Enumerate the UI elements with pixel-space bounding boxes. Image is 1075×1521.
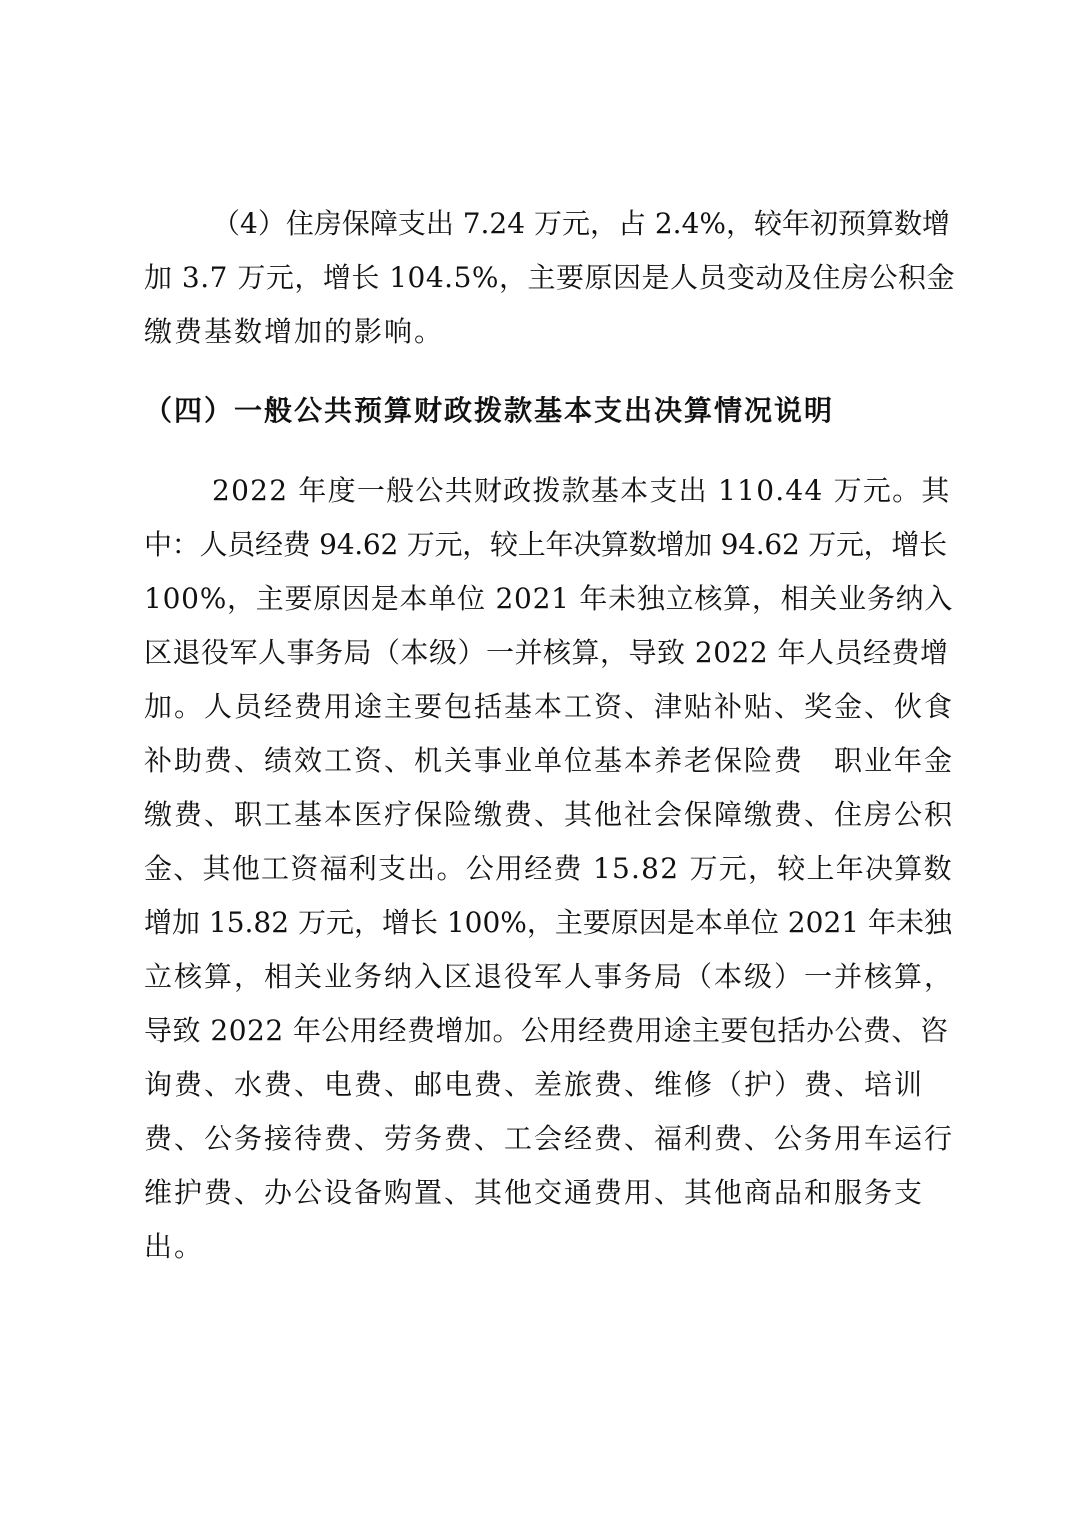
paragraph-line: 2022 年度一般公共财政拨款基本支出 110.44 万元。其 [212, 474, 951, 507]
paragraph-line: 中：人员经费 94.62 万元，较上年决算数增加 94.62 万元，增长 [144, 528, 947, 561]
paragraph-line: 维护费、办公设备购置、其他交通费用、其他商品和服务支 [144, 1176, 925, 1209]
paragraph-line: 立核算，相关业务纳入区退役军人事务局（本级）一并核算， [144, 960, 955, 993]
paragraph-line: 加 3.7 万元，增长 104.5%，主要原因是人员变动及住房公积金 [144, 261, 955, 294]
paragraph-line: （4）住房保障支出 7.24 万元，占 2.4%，较年初预算数增 [212, 207, 950, 240]
paragraph-line: 加。人员经费用途主要包括基本工资、津贴补贴、奖金、伙食 [144, 690, 955, 723]
paragraph-line: 金、其他工资福利支出。公用经费 15.82 万元，较上年决算数 [144, 852, 953, 885]
section-heading: （四）一般公共预算财政拨款基本支出决算情况说明 [144, 394, 835, 427]
paragraph-line: 出。 [144, 1230, 205, 1263]
paragraph-line: 区退役军人事务局（本级）一并核算，导致 2022 年人员经费增 [144, 636, 949, 669]
paragraph-line: 导致 2022 年公用经费增加。公用经费用途主要包括办公费、咨 [144, 1014, 949, 1047]
paragraph-line: 缴费、职工基本医疗保险缴费、其他社会保障缴费、住房公积 [144, 798, 955, 831]
paragraph-line: 100%，主要原因是本单位 2021 年未独立核算，相关业务纳入 [144, 582, 954, 615]
paragraph-line: 增加 15.82 万元，增长 100%，主要原因是本单位 2021 年未独 [144, 906, 952, 939]
paragraph-line: 费、公务接待费、劳务费、工会经费、福利费、公务用车运行 [144, 1122, 955, 1155]
paragraph-line: 询费、水费、电费、邮电费、差旅费、维修（护）费、培训 [144, 1068, 925, 1101]
paragraph-line: 缴费基数增加的影响。 [144, 315, 445, 348]
paragraph-line: 补助费、绩效工资、机关事业单位基本养老保险费 职业年金 [144, 744, 955, 777]
